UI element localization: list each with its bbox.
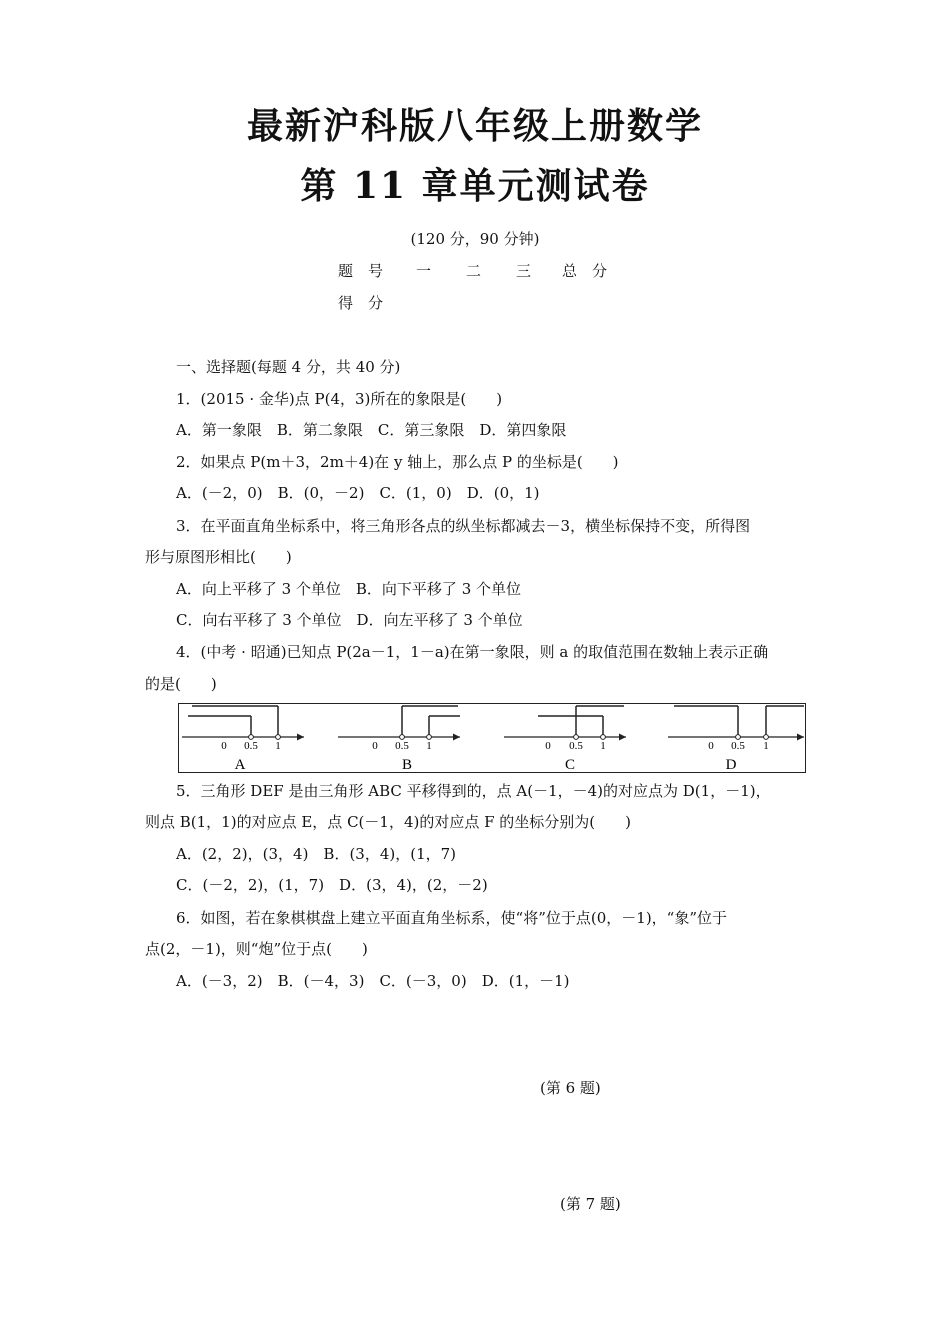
tick-label-0.5: 0.5 — [731, 740, 745, 752]
axis-arrow — [619, 734, 626, 741]
axis-arrow — [797, 734, 804, 741]
score-col-label: 题 号 — [338, 262, 384, 280]
score-row-label: 得 分 — [338, 294, 384, 312]
q4-stem-line2: 的是( ) — [145, 675, 217, 693]
q3-stem-line1: 3．在平面直角坐标系中，将三角形各点的纵坐标都减去－3，横坐标保持不变，所得图 — [176, 517, 751, 535]
open-point — [574, 735, 579, 740]
option-label-a: A — [234, 757, 246, 773]
q2-options: A．(－2，0) B．(0，－2) C．(1，0) D．(0，1) — [176, 484, 540, 502]
q3-options-ab: A．向上平移了 3 个单位 B．向下平移了 3 个单位 — [176, 580, 522, 598]
exam-meta: (120 分，90 分钟) — [410, 230, 540, 248]
q2-stem: 2．如果点 P(m＋3，2m＋4)在 y 轴上，那么点 P 的坐标是( ) — [176, 453, 619, 471]
score-col-2: 二 — [466, 262, 482, 280]
option-label-b: B — [401, 757, 413, 773]
score-col-1: 一 — [416, 262, 432, 280]
open-point — [601, 735, 606, 740]
tick-label-1: 1 — [600, 740, 606, 752]
option-label-d: D — [725, 757, 737, 773]
score-table-header-row — [338, 260, 607, 281]
q1-options: A．第一象限 B．第二象限 C．第三象限 D．第四象限 — [176, 421, 567, 439]
q1-stem: 1．(2015 · 金华)点 P(4，3)所在的象限是( ) — [176, 390, 503, 408]
q5-stem-line1: 5．三角形 DEF 是由三角形 ABC 平移得到的，点 A(－1，－4)的对应点为 D(1，－1)， — [176, 782, 771, 800]
open-point — [276, 735, 281, 740]
tick-label-1: 1 — [275, 740, 281, 752]
number-line-option-d — [668, 706, 804, 773]
q4-stem-line1: 4．(中考 · 昭通)已知点 P(2a－1，1－a)在第一象限，则 a 的取值范围在数轴上表示正确 — [176, 643, 769, 661]
exam-title-line1: 最新沪科版八年级上册数学 — [246, 105, 703, 147]
q3-options-cd: C．向右平移了 3 个单位 D．向左平移了 3 个单位 — [176, 611, 523, 629]
figure-6-caption: (第 6 题) — [540, 1079, 601, 1097]
exam-title-line2: 第 11 章单元测试卷 — [300, 165, 650, 207]
q5-options-cd: C．(－2，2)，(1，7) D．(3，4)，(2，－2) — [176, 876, 488, 894]
score-col-total: 总 分 — [562, 262, 608, 280]
q6-options: A．(－3，2) B．(－4，3) C．(－3，0) D．(1，－1) — [176, 972, 570, 990]
tick-label-0: 0 — [545, 740, 551, 752]
q4-number-line-figure — [178, 703, 806, 773]
q5-stem-line2: 则点 B(1，1)的对应点 E，点 C(－1，4)的对应点 F 的坐标分别为( ) — [145, 813, 631, 831]
tick-label-1: 1 — [426, 740, 432, 752]
q5-options-ab: A．(2，2)，(3，4) B．(3，4)，(1，7) — [176, 845, 457, 863]
open-point — [764, 735, 769, 740]
tick-label-0.5: 0.5 — [395, 740, 409, 752]
open-point — [736, 735, 741, 740]
figure-frame — [179, 704, 806, 773]
q3-stem-line2: 形与原图形相比( ) — [145, 548, 292, 566]
open-point — [427, 735, 432, 740]
q6-stem-line2: 点(2，－1)，则“炮”位于点( ) — [145, 940, 368, 958]
open-point — [400, 735, 405, 740]
number-line-option-b — [338, 706, 460, 773]
score-table-score-row — [338, 292, 383, 313]
number-line-option-c — [504, 706, 626, 773]
tick-label-1: 1 — [763, 740, 769, 752]
option-label-c: C — [564, 757, 576, 773]
tick-label-0: 0 — [708, 740, 714, 752]
score-col-3: 三 — [516, 262, 532, 280]
q6-stem-line1: 6．如图，若在象棋棋盘上建立平面直角坐标系，使“将”位于点(0，－1)，“象”位于 — [176, 909, 728, 927]
number-line-option-a — [182, 706, 304, 773]
open-point — [249, 735, 254, 740]
axis-arrow — [453, 734, 460, 741]
tick-label-0.5: 0.5 — [244, 740, 258, 752]
tick-label-0.5: 0.5 — [569, 740, 583, 752]
section-heading: 一、选择题(每题 4 分，共 40 分) — [176, 358, 401, 376]
tick-label-0: 0 — [372, 740, 378, 752]
axis-arrow — [297, 734, 304, 741]
figure-7-caption: (第 7 题) — [560, 1195, 621, 1213]
tick-label-0: 0 — [221, 740, 227, 752]
